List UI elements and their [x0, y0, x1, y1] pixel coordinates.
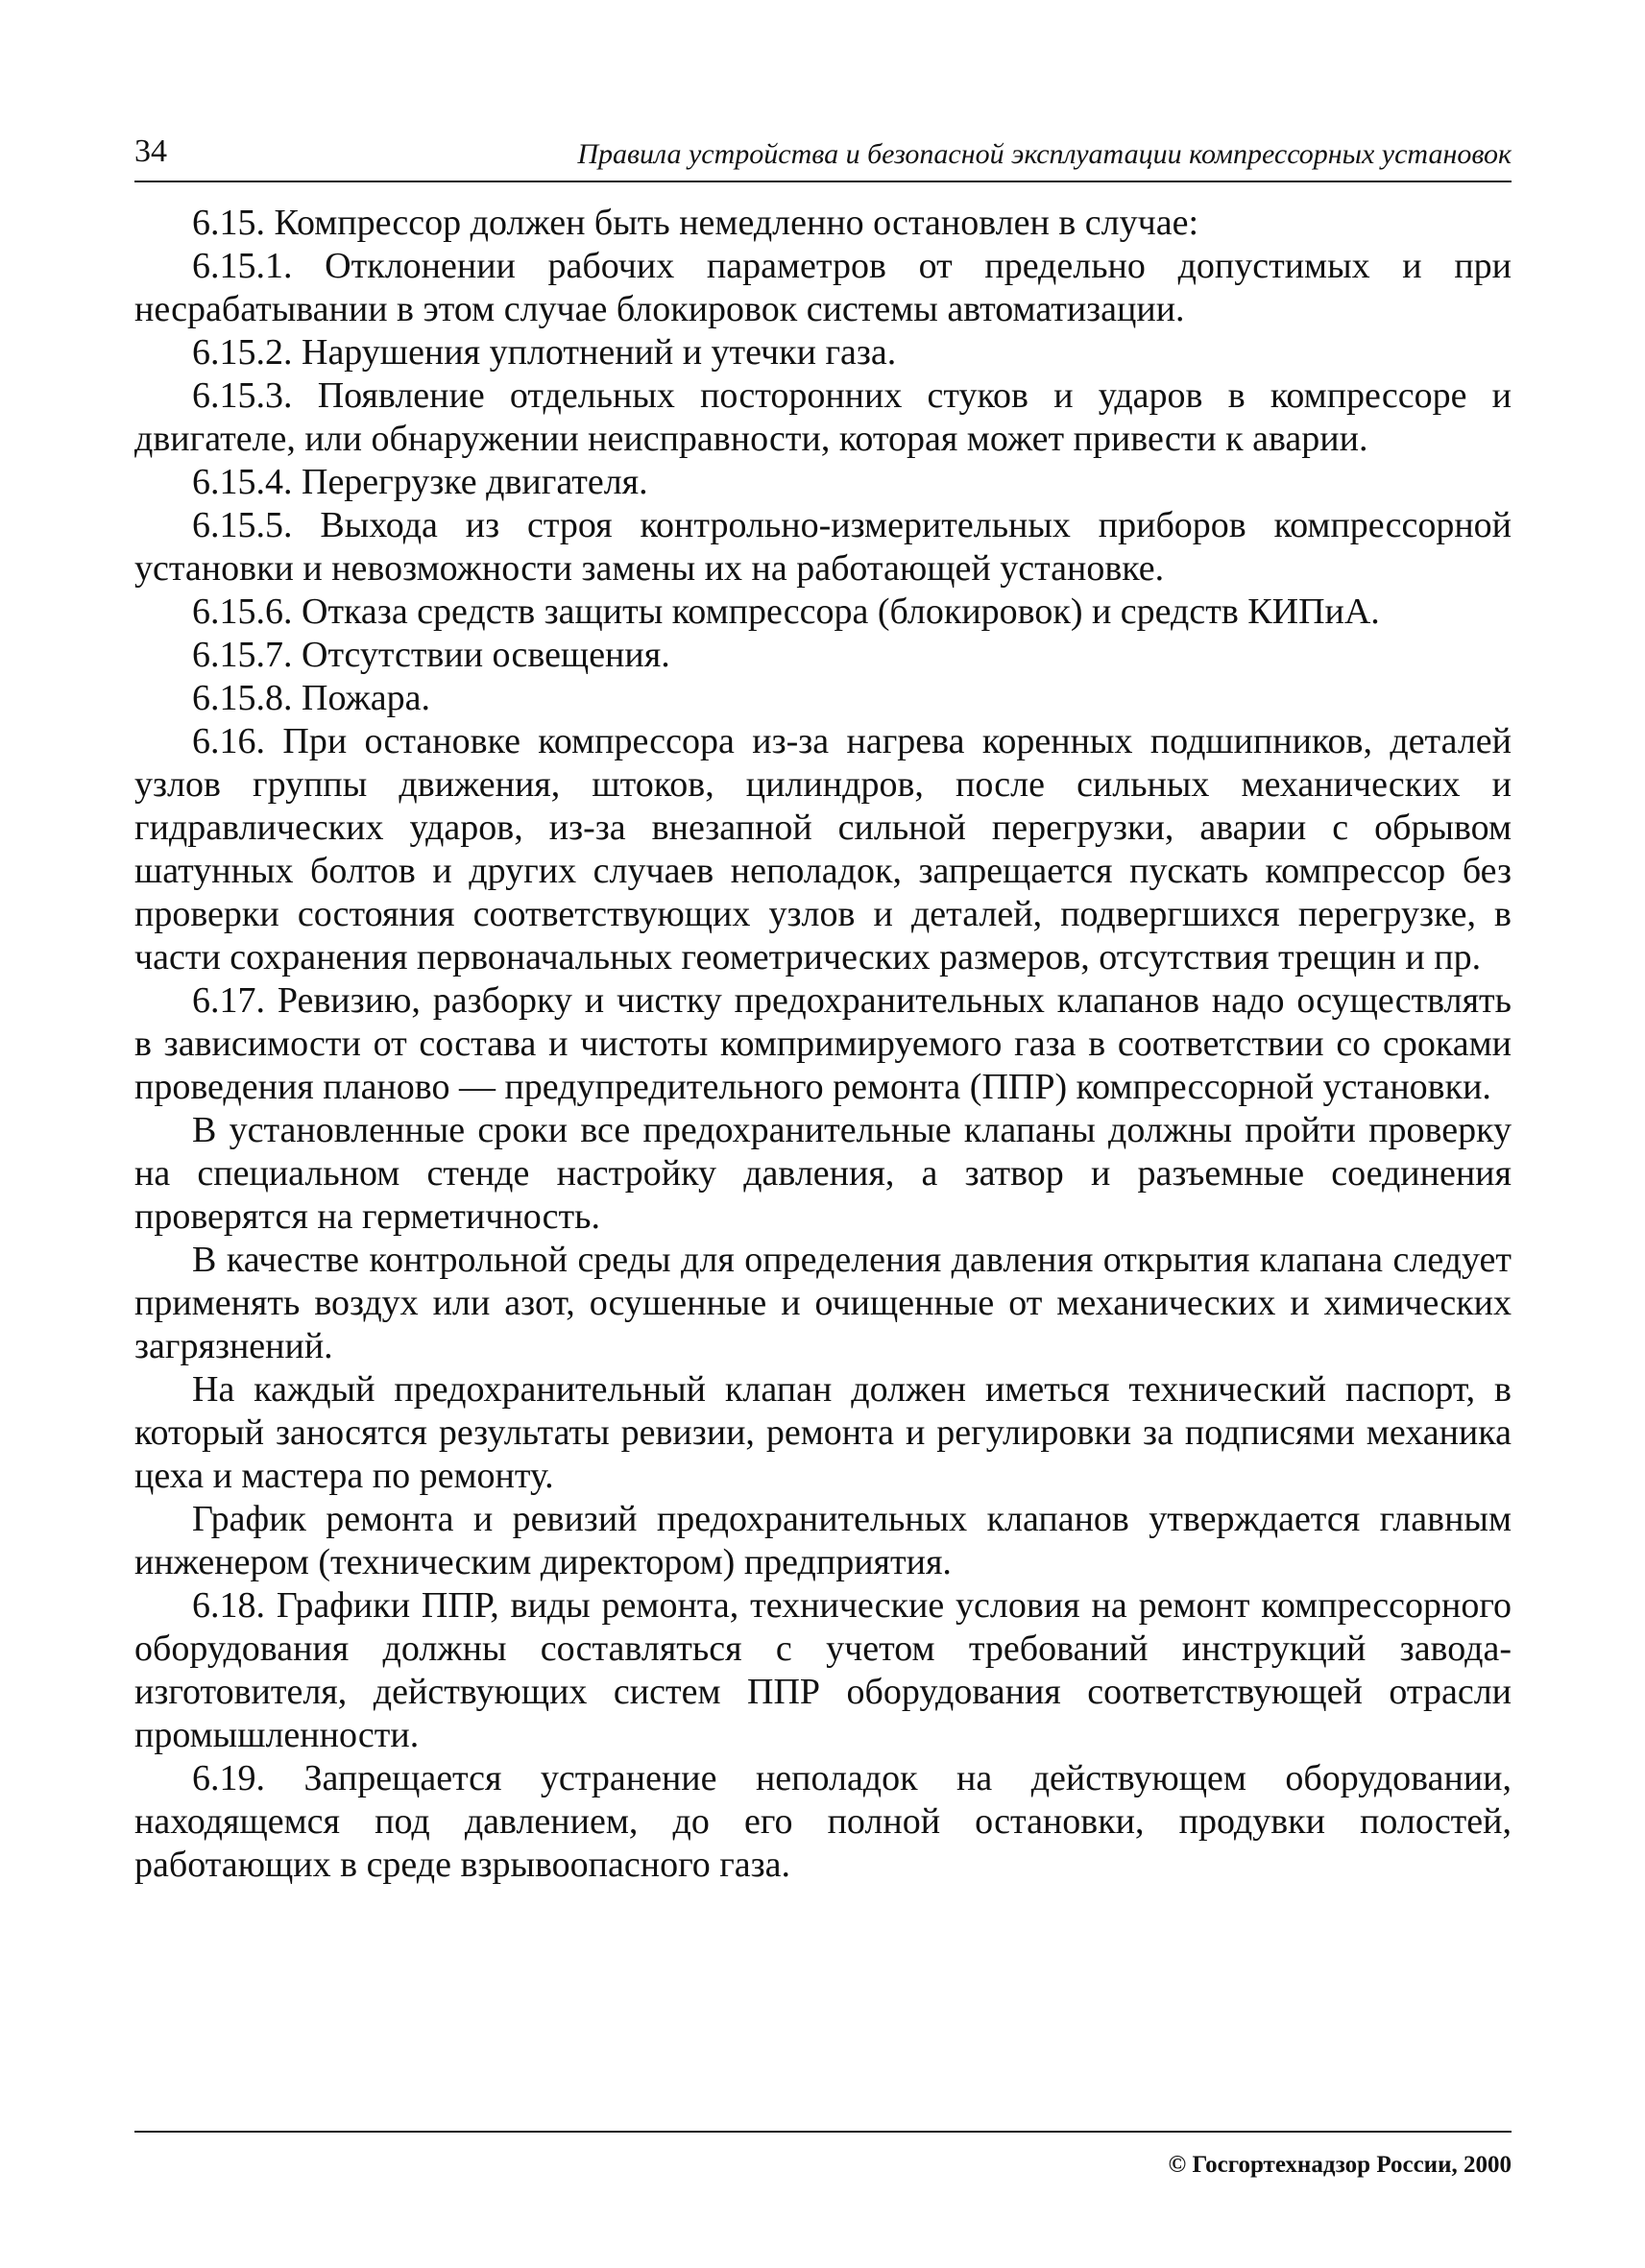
paragraph-6-17: 6.17. Ревизию, разборку и чистку предохранительных клапанов надо осуществлять в зависимости от состава и чистоты компримируемого газа в соответствии со сроками проведения планово — предупредительного ремонта (ППР) компрессорной установки.: [134, 980, 1512, 1107]
page-header: [134, 133, 1512, 182]
copyright-notice: © Госгортехнадзор России, 2000: [1168, 2152, 1512, 2178]
paragraph-6-15-8: 6.15.8. Пожара.: [192, 678, 430, 718]
paragraph-6-15-6: 6.15.6. Отказа средств защиты компрессора (блокировок) и средств КИПиА.: [192, 591, 1380, 632]
paragraph-6-17-passport: На каждый предохранительный клапан должен иметься технический паспорт, в который заносятся результаты ревизии, ремонта и регулировки за подписями механика цеха и мастера по ремонту.: [134, 1369, 1512, 1496]
paragraph-6-18: 6.18. Графики ППР, виды ремонта, технические условия на ремонт компрессорного оборудования должны составляться с учетом требований инструкций завода-изготовителя, действующих систем ППР оборудования соответствующей отрасли промышленности.: [134, 1585, 1512, 1755]
paragraph-6-17-control-medium: В качестве контрольной среды для определения давления открытия клапана следует применять воздух или азот, осушенные и очищенные от механических и химических загрязнений.: [134, 1240, 1512, 1366]
paragraph-6-17-schedule-approval: График ремонта и ревизий предохранительных клапанов утверждается главным инженером (техническим директором) предприятия.: [134, 1499, 1512, 1582]
paragraph-6-15-4: 6.15.4. Перегрузке двигателя.: [192, 462, 648, 502]
running-title: Правила устройства и безопасной эксплуатации компрессорных установок: [577, 138, 1512, 170]
page-number: 34: [134, 133, 167, 169]
paragraph-6-16: 6.16. При остановке компрессора из-за нагрева коренных подшипников, деталей узлов группы движения, штоков, цилиндров, после сильных механических и гидравлических ударов, из-за внезапной сильной перегрузки, аварии с обрывом шатунных болтов и других случаев неполадок, запрещается пускать компрессор без проверки состояния соответствующих узлов и деталей, подвергшихся перегрузке, в части сохранения первоначальных геометрических размеров, отсутствия трещин и пр.: [134, 721, 1512, 977]
paragraph-6-15-7: 6.15.7. Отсутствии освещения.: [192, 635, 670, 675]
paragraph-6-15-1: 6.15.1. Отклонении рабочих параметров от предельно допустимых и при несрабатывании в этом случае блокировок системы автоматизации.: [134, 246, 1512, 329]
paragraph-6-15-2: 6.15.2. Нарушения уплотнений и утечки газа.: [192, 332, 897, 373]
paragraph-6-15: 6.15. Компрессор должен быть немедленно остановлен в случае:: [192, 203, 1199, 243]
paragraph-6-15-3: 6.15.3. Появление отдельных посторонних стуков и ударов в компрессоре и двигателе, или обнаружении неисправности, которая может привести к аварии.: [134, 375, 1512, 459]
paragraph-6-17-test-schedule: В установленные сроки все предохранительные клапаны должны пройти проверку на специальном стенде настройку давления, а затвор и разъемные соединения проверятся на герметичность.: [134, 1110, 1512, 1237]
paragraph-6-15-5: 6.15.5. Выхода из строя контрольно-измерительных приборов компрессорной установки и невозможности замены их на работающей установке.: [134, 505, 1512, 589]
body-text: [134, 202, 1512, 1887]
footer-divider: [134, 2131, 1512, 2133]
paragraph-6-19: 6.19. Запрещается устранение неполадок на действующем оборудовании, находящемся под давлением, до его полной остановки, продувки полостей, работающих в среде взрывоопасного газа.: [134, 1758, 1512, 1885]
